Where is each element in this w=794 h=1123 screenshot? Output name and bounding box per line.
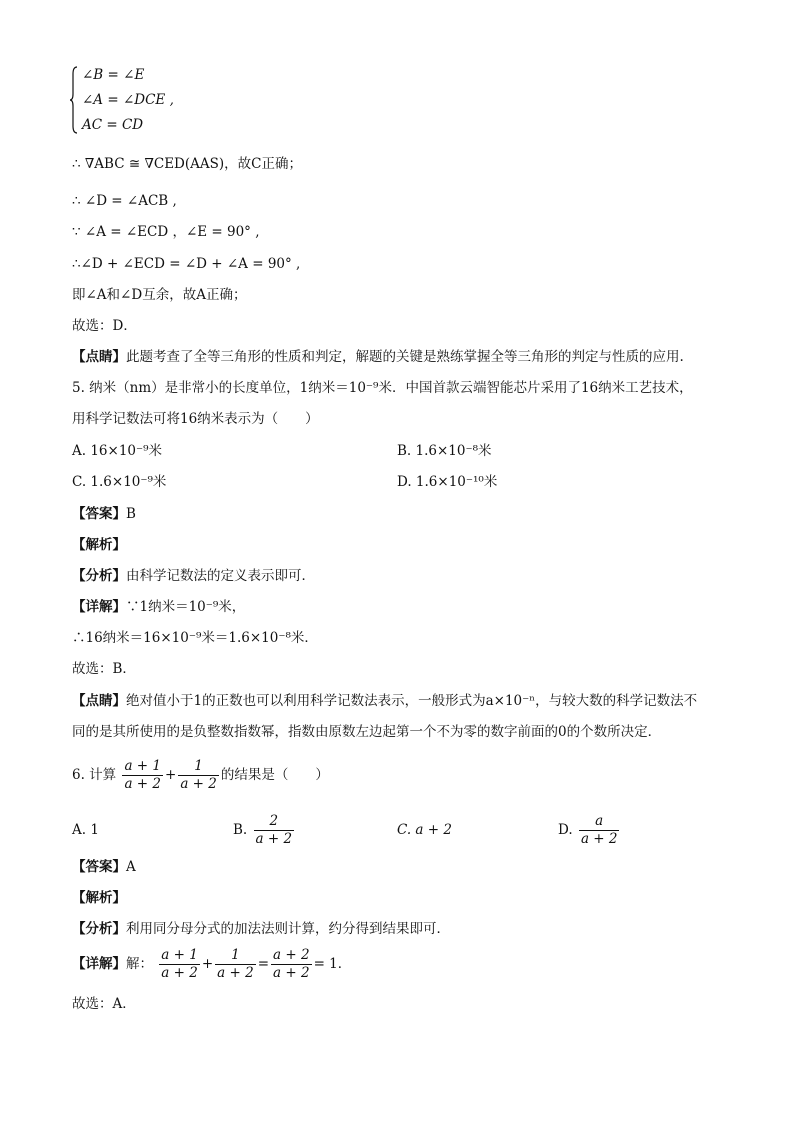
denominator: a + 2	[580, 831, 618, 847]
q5-comment-1	[72, 692, 697, 710]
detail-fraction-3	[271, 947, 312, 982]
plus-sign: +	[201, 956, 214, 972]
comment-text: 此题考查了全等三角形的性质和判定，解题的关键是熟练掌握全等三角形的判定与性质的应用.	[126, 349, 684, 365]
numerator: a	[579, 813, 620, 831]
proof-sum: ∴∠D + ∠ECD = ∠D + ∠A = 90° ,	[72, 256, 301, 272]
detail-tag: 【详解】	[72, 599, 126, 615]
q6-option-c: C. a + 2	[397, 822, 452, 838]
q5-detail-1	[72, 598, 245, 616]
q6-option-b	[233, 812, 296, 848]
q5-option-d: D. 1.6×10⁻¹⁰米	[397, 474, 498, 490]
proof-congruence: ∴ ∇ABC ≅ ∇CED(AAS)，故C正确；	[72, 156, 302, 172]
q5-choose: 故选：B．	[72, 661, 136, 677]
detail-fraction-2	[215, 947, 256, 982]
q4-comment	[72, 348, 684, 366]
q6-analyze	[72, 920, 450, 938]
q6-suffix: 的结果是（ ）	[220, 767, 329, 783]
answer-value: B	[126, 506, 136, 522]
q6-fraction-1	[122, 758, 163, 793]
comment-text: 绝对值小于1的正数也可以利用科学记数法表示，一般形式为a×10⁻ⁿ，与较大数的科学记数法不	[126, 693, 698, 709]
denominator: a + 2	[255, 831, 293, 847]
q5-stem-line-2: 用科学记数法可将16纳米表示为（ ）	[72, 411, 319, 427]
q5-analysis-tag: 【解析】	[72, 537, 126, 553]
numerator: a + 1	[161, 947, 198, 963]
detail-text: ∵1纳米＝10⁻⁹米，	[126, 599, 246, 615]
system-line-2: ∠A = ∠DCE ,	[82, 92, 174, 108]
option-fraction	[254, 813, 295, 848]
denominator: a + 2	[273, 965, 310, 981]
q6-stem	[72, 757, 329, 793]
q5-option-b: B. 1.6×10⁻⁸米	[397, 443, 492, 459]
equals-sign: =	[257, 956, 270, 972]
q5-detail-2: ∴16纳米＝16×10⁻⁹米＝1.6×10⁻⁸米．	[72, 630, 318, 646]
q5-answer	[72, 505, 136, 523]
analyze-text: 由科学记数法的定义表示即可．	[126, 568, 315, 584]
q6-option-a: A. 1	[72, 822, 99, 838]
proof-angle-d: ∴ ∠D = ∠ACB ,	[72, 193, 177, 209]
numerator: a + 1	[124, 758, 162, 774]
q5-comment-2: 同的是其所使用的是负整数指数幂，指数由原数左边起第一个不为零的数字前面的0的个数所决定．	[72, 724, 662, 740]
q6-answer	[72, 858, 136, 876]
q5-option-a: A. 16×10⁻⁹米	[72, 443, 163, 459]
system-line-1: ∠B = ∠E	[82, 67, 145, 83]
answer-value: A	[126, 859, 136, 875]
detail-fraction-1	[159, 947, 200, 982]
detail-prefix: 解：	[126, 956, 153, 972]
proof-choose: 故选：D．	[72, 318, 137, 334]
detail-tag: 【详解】	[72, 956, 126, 972]
comment-tag: 【点睛】	[72, 693, 126, 709]
q5-option-c: C. 1.6×10⁻⁹米	[72, 474, 167, 490]
left-brace	[70, 66, 78, 134]
denominator: a + 2	[180, 776, 217, 792]
numerator: 1	[215, 947, 256, 965]
detail-result: = 1．	[313, 956, 352, 972]
analyze-tag: 【分析】	[72, 921, 126, 937]
option-fraction	[579, 813, 620, 848]
q6-option-d	[558, 812, 621, 848]
proof-because: ∵ ∠A = ∠ECD ，∠E = 90° ,	[72, 224, 260, 240]
answer-tag: 【答案】	[72, 859, 126, 875]
proof-complement: 即∠A和∠D互余，故A正确；	[72, 287, 247, 303]
plus-sign: +	[165, 767, 177, 783]
option-label: B.	[233, 822, 248, 838]
denominator: a + 2	[161, 965, 198, 981]
analyze-text: 利用同分母分式的加法法则计算，约分得到结果即可．	[126, 921, 450, 937]
q6-fraction-2	[178, 758, 219, 793]
q6-analysis-tag: 【解析】	[72, 890, 126, 906]
denominator: a + 2	[217, 965, 254, 981]
q6-choose: 故选：A．	[72, 996, 136, 1012]
answer-tag: 【答案】	[72, 506, 126, 522]
q6-prefix: 6. 计算	[72, 767, 117, 783]
numerator: 2	[254, 813, 295, 831]
numerator: 1	[178, 758, 219, 776]
system-line-3: AC = CD	[82, 117, 144, 133]
option-label: D.	[558, 822, 573, 838]
q5-analyze	[72, 567, 315, 585]
analyze-tag: 【分析】	[72, 568, 126, 584]
q6-detail	[72, 946, 351, 982]
comment-tag: 【点睛】	[72, 349, 126, 365]
q5-stem-line-1: 5. 纳米（nm）是非常小的长度单位，1纳米＝10⁻⁹米．中国首款云端智能芯片采用了16纳米工艺技术，	[72, 380, 693, 396]
numerator: a + 2	[273, 947, 310, 963]
denominator: a + 2	[124, 776, 162, 792]
